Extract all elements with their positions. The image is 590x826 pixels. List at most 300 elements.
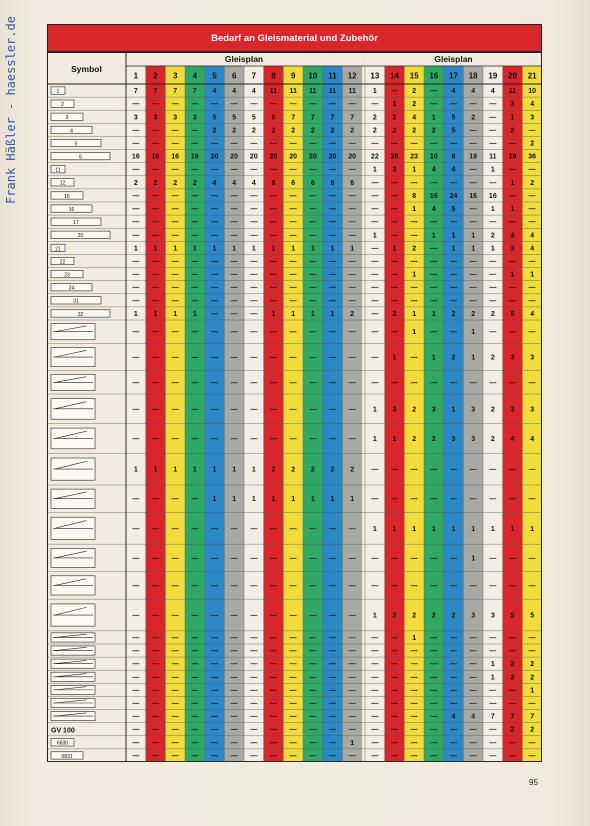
table-cell: — xyxy=(509,297,516,305)
table-cell: — xyxy=(270,271,277,279)
table-cell: — xyxy=(152,648,159,656)
table-cell: — xyxy=(270,752,277,760)
table-cell: 6 xyxy=(350,179,355,187)
table-cell: 1 xyxy=(330,245,335,253)
table-cell: — xyxy=(509,582,516,590)
table-cell: 1 xyxy=(530,687,535,695)
table-cell: 16 xyxy=(131,153,140,161)
table-cell: — xyxy=(391,674,398,682)
table-cell: 2 xyxy=(490,406,495,414)
table-cell: — xyxy=(171,354,179,362)
table-cell: — xyxy=(171,297,179,305)
table-cell: — xyxy=(132,284,140,292)
table-cell: 6 xyxy=(330,179,335,187)
table-cell: — xyxy=(329,713,336,721)
table-cell: — xyxy=(132,101,140,109)
table-cell: — xyxy=(430,379,438,387)
table-cell: — xyxy=(191,232,199,240)
table-cell: — xyxy=(410,297,418,305)
table-cell: 1 xyxy=(392,435,397,443)
table-cell: 1 xyxy=(372,166,377,174)
table-cell: 1 xyxy=(232,496,237,504)
table-cell: 5 xyxy=(232,114,237,122)
table-cell: — xyxy=(191,634,199,642)
table-cell: — xyxy=(489,466,497,474)
table-cell: — xyxy=(250,700,258,708)
table-cell: — xyxy=(191,297,199,305)
table-cell: 1 xyxy=(173,310,178,318)
table-cell: — xyxy=(191,140,199,148)
table-cell: 4 xyxy=(251,179,256,187)
table-cell: — xyxy=(132,258,140,266)
table-cell: 1 xyxy=(153,310,158,318)
table-cell: 1 xyxy=(310,496,315,504)
table-cell: 1 xyxy=(251,496,256,504)
table-cell: — xyxy=(250,726,258,734)
table-cell: — xyxy=(329,525,336,533)
table-cell: — xyxy=(250,612,258,620)
table-cell: — xyxy=(191,687,199,695)
table-cell: — xyxy=(430,219,438,227)
table-cell: — xyxy=(348,140,356,148)
table-cell: 3 xyxy=(471,612,476,620)
table-cell: — xyxy=(171,752,179,760)
table-cell: — xyxy=(171,648,179,656)
table-cell: — xyxy=(211,713,218,721)
table-cell: — xyxy=(469,661,477,669)
table-cell: — xyxy=(410,648,418,656)
table-cell: — xyxy=(230,582,238,590)
table-cell: — xyxy=(329,232,336,240)
table-cell: — xyxy=(211,700,218,708)
table-cell: — xyxy=(171,435,179,443)
table-cell: — xyxy=(469,726,477,734)
table-cell: 1 xyxy=(490,674,495,682)
table-cell: 4 xyxy=(232,88,237,96)
table-cell: — xyxy=(250,219,258,227)
table-cell: — xyxy=(309,219,317,227)
table-cell: 2 xyxy=(330,466,335,474)
table-cell: — xyxy=(371,206,379,214)
table-cell: — xyxy=(528,127,536,135)
table-cell: — xyxy=(391,661,398,669)
table-cell: — xyxy=(391,713,398,721)
table-cell: — xyxy=(469,687,477,695)
table-cell: — xyxy=(348,582,356,590)
table-cell: — xyxy=(250,739,258,747)
table-cell: — xyxy=(430,700,438,708)
table-cell: — xyxy=(509,284,516,292)
table-cell: — xyxy=(469,179,477,187)
table-cell: — xyxy=(309,140,317,148)
table-cell: — xyxy=(348,329,356,337)
table-cell: — xyxy=(371,101,379,109)
table-cell: — xyxy=(509,140,516,148)
table-cell: 6 xyxy=(291,179,296,187)
table-cell: — xyxy=(371,466,379,474)
table-cell: — xyxy=(371,329,379,337)
table-cell: — xyxy=(371,648,379,656)
table-cell: — xyxy=(289,634,297,642)
table-cell: — xyxy=(450,582,457,590)
table-cell: — xyxy=(211,435,218,443)
table-cell: 2 xyxy=(510,674,515,682)
table-cell: — xyxy=(469,634,477,642)
table-cell: 4 xyxy=(212,179,217,187)
table-cell: — xyxy=(211,297,218,305)
table-cell: — xyxy=(469,466,477,474)
table-cell: — xyxy=(132,700,140,708)
table-cell: — xyxy=(348,101,356,109)
table-cell: — xyxy=(469,284,477,292)
table-cell: 1 xyxy=(372,406,377,414)
table-cell: — xyxy=(391,140,398,148)
table-cell: — xyxy=(270,612,277,620)
table-cell: — xyxy=(371,726,379,734)
table-cell: — xyxy=(152,166,159,174)
table-cell: 1 xyxy=(451,406,456,414)
table-cell: 2 xyxy=(392,612,397,620)
table-cell: — xyxy=(270,700,277,708)
table-cell: 2 xyxy=(271,127,276,135)
table-cell: — xyxy=(191,219,199,227)
table-cell: — xyxy=(152,435,159,443)
table-cell: — xyxy=(191,700,199,708)
table-cell: 1 xyxy=(510,179,515,187)
table-cell: — xyxy=(391,739,398,747)
table-cell: — xyxy=(489,555,497,563)
table-cell: — xyxy=(528,297,536,305)
table-cell: 1 xyxy=(510,206,515,214)
table-cell: — xyxy=(450,700,457,708)
table-cell: 20 xyxy=(328,153,337,161)
table-cell: — xyxy=(348,674,356,682)
table-cell: — xyxy=(211,354,218,362)
table-cell: — xyxy=(171,101,179,109)
table-cell: — xyxy=(528,648,536,656)
table-cell: 2 xyxy=(133,179,138,187)
table-title: Bedarf an Gleismaterial und Zubehör xyxy=(47,24,542,52)
table-cell: — xyxy=(371,284,379,292)
table-cell: 1 xyxy=(490,166,495,174)
table-cell: 2 xyxy=(232,127,237,135)
table-cell: — xyxy=(348,219,356,227)
table-cell: — xyxy=(152,219,159,227)
table-cell: — xyxy=(391,284,398,292)
table-cell: 1 xyxy=(372,612,377,620)
table-cell: — xyxy=(171,634,179,642)
table-cell: — xyxy=(171,232,179,240)
table-cell: 3 xyxy=(153,114,158,122)
table-cell: 1 xyxy=(431,354,436,362)
table-cell: — xyxy=(270,206,277,214)
table-cell: — xyxy=(391,297,398,305)
table-cell: — xyxy=(230,612,238,620)
table-cell: — xyxy=(309,634,317,642)
table-cell: 1 xyxy=(372,525,377,533)
table-cell: — xyxy=(152,406,159,414)
table-cell: — xyxy=(152,661,159,669)
table-cell: — xyxy=(348,661,356,669)
table-cell: — xyxy=(152,634,159,642)
table-cell: — xyxy=(528,466,536,474)
table-cell: — xyxy=(230,634,238,642)
table-cell: 2 xyxy=(431,612,436,620)
table-cell: 4 xyxy=(412,114,417,122)
table-cell: — xyxy=(309,435,317,443)
table-cell: — xyxy=(348,258,356,266)
table-cell: — xyxy=(250,674,258,682)
watermark xyxy=(2,10,20,210)
table-cell: — xyxy=(391,496,398,504)
table-cell: — xyxy=(171,612,179,620)
table-cell: — xyxy=(309,612,317,620)
table-cell: — xyxy=(329,329,336,337)
table-cell: 2 xyxy=(451,612,456,620)
table-cell: — xyxy=(309,271,317,279)
table-cell: — xyxy=(410,726,418,734)
table-cell: — xyxy=(509,634,516,642)
table-cell: — xyxy=(211,525,218,533)
table-cell: — xyxy=(391,192,398,200)
table-cell: — xyxy=(391,271,398,279)
table-cell: 1 xyxy=(133,245,138,253)
table-cell: 2 xyxy=(412,406,417,414)
table-cell: — xyxy=(371,687,379,695)
table-cell: — xyxy=(450,674,457,682)
table-cell: — xyxy=(230,525,238,533)
table-cell: — xyxy=(348,726,356,734)
table-cell: — xyxy=(152,525,159,533)
table-cell: 1 xyxy=(451,525,456,533)
column-number-7: 7 xyxy=(251,71,257,81)
track-symbol-label: 6 xyxy=(79,154,82,161)
table-cell: 2 xyxy=(530,179,535,187)
table-cell: — xyxy=(450,555,457,563)
table-cell: — xyxy=(371,271,379,279)
table-cell: 8 xyxy=(451,153,456,161)
table-cell: — xyxy=(152,752,159,760)
table-cell: 3 xyxy=(431,406,436,414)
table-graphic xyxy=(47,52,542,762)
table-cell: — xyxy=(309,752,317,760)
table-cell: — xyxy=(132,192,140,200)
table-cell: — xyxy=(528,219,536,227)
table-cell: — xyxy=(469,166,477,174)
table-cell: — xyxy=(528,329,536,337)
table-cell: — xyxy=(289,687,297,695)
table-cell: — xyxy=(391,726,398,734)
table-cell: 2 xyxy=(291,127,296,135)
table-cell: 2 xyxy=(471,310,476,318)
table-cell: — xyxy=(152,232,159,240)
table-cell: — xyxy=(270,192,277,200)
table-cell: 7 xyxy=(133,88,138,96)
table-cell: — xyxy=(430,726,438,734)
track-symbol-label: 24 xyxy=(68,285,75,292)
table-cell: — xyxy=(152,713,159,721)
table-cell: — xyxy=(230,310,238,318)
table-cell: — xyxy=(270,140,277,148)
table-cell: 1 xyxy=(392,354,397,362)
table-cell: — xyxy=(489,739,497,747)
table-cell: — xyxy=(250,687,258,695)
table-cell: — xyxy=(410,379,418,387)
table-cell: — xyxy=(348,612,356,620)
column-number-2: 2 xyxy=(153,71,158,81)
table-cell: 11 xyxy=(508,88,517,96)
column-number-5: 5 xyxy=(212,71,217,81)
table-cell: — xyxy=(430,739,438,747)
table-cell: — xyxy=(250,435,258,443)
table-cell: — xyxy=(289,258,297,266)
table-cell: — xyxy=(329,354,336,362)
table-cell: 2 xyxy=(350,466,355,474)
table-cell: — xyxy=(469,582,477,590)
table-cell: — xyxy=(191,127,199,135)
table-cell: — xyxy=(191,284,199,292)
table-cell: 7 xyxy=(490,713,495,721)
table-cell: — xyxy=(152,726,159,734)
table-cell: — xyxy=(230,232,238,240)
table-cell: — xyxy=(289,297,297,305)
table-cell: — xyxy=(391,206,398,214)
table-cell: — xyxy=(391,648,398,656)
table-cell: 3 xyxy=(510,354,515,362)
table-cell: 4 xyxy=(251,88,256,96)
table-cell: — xyxy=(509,555,516,563)
table-cell: 1 xyxy=(412,271,417,279)
table-cell: 1 xyxy=(530,271,535,279)
table-cell: 3 xyxy=(451,435,456,443)
table-cell: — xyxy=(132,752,140,760)
table-cell: — xyxy=(410,179,418,187)
table-cell: — xyxy=(171,258,179,266)
table-cell: — xyxy=(152,192,159,200)
table-cell: — xyxy=(489,297,497,305)
table-cell: — xyxy=(430,329,438,337)
track-symbol-label: 4 xyxy=(70,128,73,135)
table-cell: — xyxy=(528,555,536,563)
table-cell: — xyxy=(509,700,516,708)
table-cell: — xyxy=(171,555,179,563)
table-cell: — xyxy=(309,582,317,590)
column-number-6: 6 xyxy=(231,71,237,81)
table-cell: — xyxy=(469,752,477,760)
table-cell: 2 xyxy=(372,114,377,122)
table-cell: 5 xyxy=(510,310,515,318)
table-cell: — xyxy=(270,379,277,387)
table-cell: — xyxy=(289,140,297,148)
track-symbol-label: 22 xyxy=(59,259,66,266)
table-cell: — xyxy=(348,297,356,305)
table-cell: — xyxy=(191,661,199,669)
table-cell: — xyxy=(270,258,277,266)
table-cell: — xyxy=(171,739,179,747)
table-cell: 1 xyxy=(350,739,355,747)
table-cell: — xyxy=(171,379,179,387)
table-cell: — xyxy=(329,258,336,266)
table-cell: — xyxy=(489,179,497,187)
column-number-17: 17 xyxy=(449,71,458,81)
table-cell: 3 xyxy=(510,406,515,414)
table-cell: — xyxy=(489,258,497,266)
table-cell: 7 xyxy=(510,713,515,721)
table-cell: — xyxy=(289,674,297,682)
table-cell: — xyxy=(469,739,477,747)
table-cell: — xyxy=(509,219,516,227)
table-cell: — xyxy=(348,648,356,656)
table-cell: — xyxy=(309,674,317,682)
table-cell: 3 xyxy=(471,406,476,414)
table-cell: — xyxy=(469,379,477,387)
table-cell: 2 xyxy=(173,179,178,187)
table-cell: 2 xyxy=(451,354,456,362)
table-cell: — xyxy=(430,713,438,721)
table-cell: 1 xyxy=(490,661,495,669)
table-cell: — xyxy=(289,752,297,760)
table-cell: — xyxy=(489,687,497,695)
table-cell: — xyxy=(329,406,336,414)
table-cell: — xyxy=(469,140,477,148)
table-cell: — xyxy=(211,555,218,563)
table-cell: — xyxy=(469,206,477,214)
table-cell: — xyxy=(132,674,140,682)
table-cell: — xyxy=(329,752,336,760)
table-cell: — xyxy=(250,206,258,214)
table-cell: — xyxy=(191,192,199,200)
table-cell: — xyxy=(171,674,179,682)
table-cell: — xyxy=(289,525,297,533)
table-cell: 1 xyxy=(471,245,476,253)
table-cell: — xyxy=(410,687,418,695)
table-cell: 7 xyxy=(310,114,315,122)
table-cell: — xyxy=(211,739,218,747)
table-cell: — xyxy=(250,329,258,337)
table-cell: 1 xyxy=(471,354,476,362)
table-cell: — xyxy=(152,127,159,135)
table-cell: 24 xyxy=(449,192,458,200)
table-cell: — xyxy=(289,379,297,387)
table-cell: — xyxy=(450,219,457,227)
table-cell: 2 xyxy=(490,310,495,318)
table-cell: — xyxy=(132,582,140,590)
table-cell: 1 xyxy=(192,466,197,474)
table-cell: — xyxy=(309,406,317,414)
table-cell: — xyxy=(430,258,438,266)
table-cell: — xyxy=(289,271,297,279)
table-cell: — xyxy=(469,258,477,266)
table-cell: 1 xyxy=(412,329,417,337)
table-cell: — xyxy=(270,555,277,563)
table-cell: — xyxy=(371,140,379,148)
table-cell: — xyxy=(509,496,516,504)
table-cell: 2 xyxy=(510,661,515,669)
table-cell: — xyxy=(171,284,179,292)
track-symbol-label: 23 xyxy=(64,272,70,279)
table-cell: — xyxy=(489,140,497,148)
table-cell: — xyxy=(289,555,297,563)
table-cell: 1 xyxy=(153,245,158,253)
table-cell: — xyxy=(469,297,477,305)
table-cell: — xyxy=(171,206,179,214)
table-cell: — xyxy=(152,582,159,590)
track-symbol-label: 16 xyxy=(68,206,75,213)
table-cell: — xyxy=(469,127,477,135)
table-cell: 7 xyxy=(350,114,355,122)
table-cell: 1 xyxy=(212,245,217,253)
table-cell: — xyxy=(191,496,199,504)
